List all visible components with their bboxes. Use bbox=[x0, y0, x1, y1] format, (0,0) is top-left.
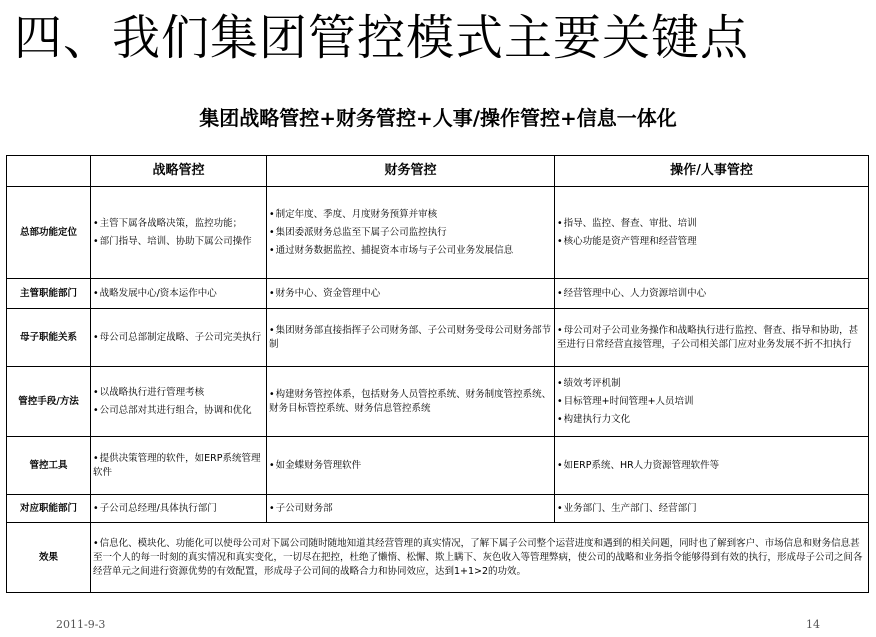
hr-cell bbox=[555, 309, 869, 367]
strategy-cell bbox=[91, 437, 267, 495]
hr-cell bbox=[555, 187, 869, 279]
strategy-cell bbox=[91, 367, 267, 437]
finance-cell bbox=[267, 437, 555, 495]
list-item: • 以战略执行进行管理考核 bbox=[93, 386, 264, 400]
list-item: • 主管下属各战略决策，监控功能； bbox=[93, 217, 264, 231]
list-item: • 如ERP系统、HR人力资源管理软件等 bbox=[557, 459, 866, 473]
hr-cell bbox=[555, 279, 869, 309]
list-item: • 如金蝶财务管理软件 bbox=[269, 459, 552, 473]
list-item: • 构建财务管控体系，包括财务人员管控系统、财务制度管控系统、财务目标管控系统、财务信息管控系统 bbox=[269, 388, 552, 416]
list-item: • 制定年度、季度、月度财务预算并审核 bbox=[269, 208, 552, 222]
finance-cell bbox=[267, 279, 555, 309]
list-item: • 核心功能是资产管理和经营管理 bbox=[557, 235, 866, 249]
table-row bbox=[7, 495, 869, 523]
header-strategy: 战略管控 bbox=[91, 156, 267, 187]
list-item: • 通过财务数据监控、捕捉资本市场与子公司业务发展信息 bbox=[269, 244, 552, 258]
table-row bbox=[7, 367, 869, 437]
strategy-cell bbox=[91, 309, 267, 367]
list-item: • 战略发展中心/资本运作中心 bbox=[93, 287, 264, 301]
table-row bbox=[7, 437, 869, 495]
hr-cell bbox=[555, 437, 869, 495]
list-item: • 目标管理+时间管理+人员培训 bbox=[557, 395, 866, 409]
hr-cell bbox=[555, 495, 869, 523]
finance-cell bbox=[267, 309, 555, 367]
row-label: 总部功能定位 bbox=[7, 187, 91, 279]
list-item: • 部门指导、培训、协助下属公司操作 bbox=[93, 235, 264, 249]
table-row bbox=[7, 309, 869, 367]
row-label: 主管职能部门 bbox=[7, 279, 91, 309]
row-label: 管控工具 bbox=[7, 437, 91, 495]
list-item: • 构建执行力文化 bbox=[557, 413, 866, 427]
list-item: • 子公司财务部 bbox=[269, 502, 552, 516]
row-label: 对应职能部门 bbox=[7, 495, 91, 523]
strategy-cell bbox=[91, 495, 267, 523]
list-item: • 子公司总经理/具体执行部门 bbox=[93, 502, 264, 516]
list-item: • 财务中心、资金管理中心 bbox=[269, 287, 552, 301]
table-header-row bbox=[7, 156, 869, 187]
row-label: 管控手段/方法 bbox=[7, 367, 91, 437]
finance-cell bbox=[267, 367, 555, 437]
footer-date: 2011-9-3 bbox=[56, 618, 106, 631]
page-number: 14 bbox=[806, 618, 820, 631]
table-row bbox=[7, 187, 869, 279]
list-item: • 业务部门、生产部门、经营部门 bbox=[557, 502, 866, 516]
list-item: • 经营管理中心、人力资源培训中心 bbox=[557, 287, 866, 301]
hr-cell bbox=[555, 367, 869, 437]
table-row bbox=[7, 279, 869, 309]
finance-cell bbox=[267, 495, 555, 523]
page-title: 四、我们集团管控模式主要关键点 bbox=[14, 10, 750, 66]
effect-text: • 信息化、模块化、功能化可以使母公司对下属公司随时随地知道其经营管理的真实情况，了解下属子公司整个运营进度和遇到的相关问题，同时也了解到客户、市场信息和财务信息甚至一个人的每一时刻的真实情况和真实变化，一切尽在把控，杜绝了懒惰、松懈、欺上瞒下、灰色收入等管理弊病，使公司的战略和业务指令能够得到有效的执行，形成母子公司之间各经营单元之间进行资源优势的有效配置，形成母子公司间的战略合力和协同效应，达到1+1>2的功效。 bbox=[93, 537, 866, 579]
effect-cell bbox=[91, 523, 869, 593]
list-item: • 指导、监控、督查、审批、培训 bbox=[557, 217, 866, 231]
list-item: • 公司总部对其进行组合，协调和优化 bbox=[93, 404, 264, 418]
header-hr: 操作/人事管控 bbox=[555, 156, 869, 187]
list-item: • 母公司总部制定战略、子公司完美执行 bbox=[93, 331, 264, 345]
finance-cell bbox=[267, 187, 555, 279]
table-row bbox=[7, 523, 869, 593]
header-finance: 财务管控 bbox=[267, 156, 555, 187]
list-item: • 集团委派财务总监至下属子公司监控执行 bbox=[269, 226, 552, 240]
list-item: • 提供决策管理的软件，如ERP系统管理软件 bbox=[93, 452, 264, 480]
list-item: • 绩效考评机制 bbox=[557, 377, 866, 391]
row-label: 母子职能关系 bbox=[7, 309, 91, 367]
list-item: • 集团财务部直接指挥子公司财务部、子公司财务受母公司财务部节制 bbox=[269, 324, 552, 352]
header-corner bbox=[7, 156, 91, 187]
row-label: 效果 bbox=[7, 523, 91, 593]
list-item: • 母公司对子公司业务操作和战略执行进行监控、督查、指导和协助，甚至进行日常经营直接管理，子公司相关部门应对业务发展不折不扣执行 bbox=[557, 324, 866, 352]
strategy-cell bbox=[91, 187, 267, 279]
strategy-cell bbox=[91, 279, 267, 309]
control-mode-table bbox=[6, 155, 869, 593]
page-subtitle: 集团战略管控+财务管控+人事/操作管控+信息一体化 bbox=[199, 106, 677, 130]
